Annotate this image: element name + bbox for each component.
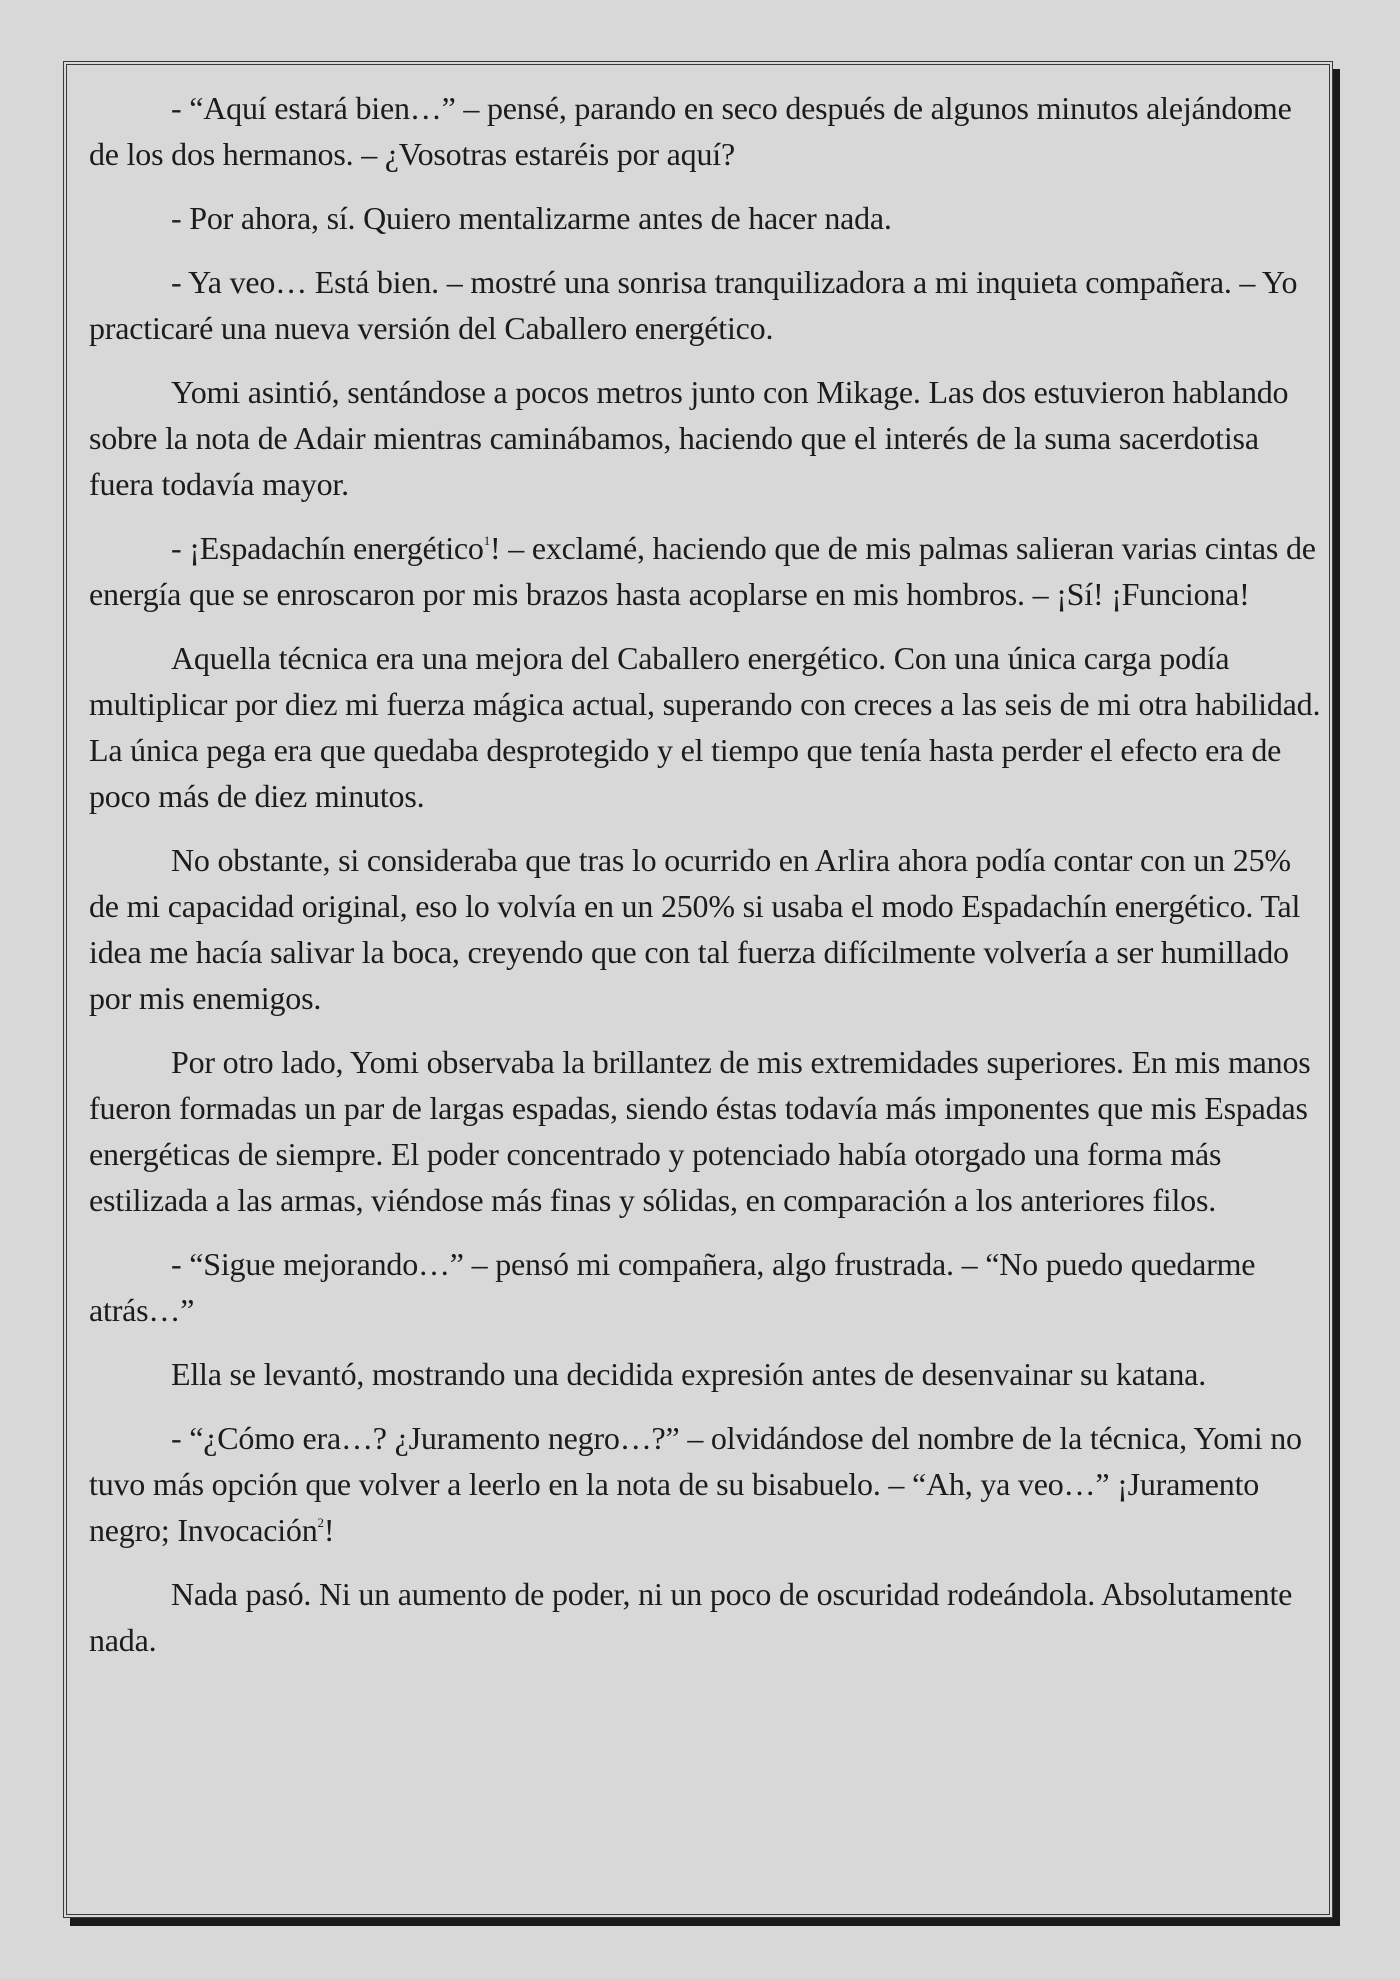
paragraph-10: Ella se levantó, mostrando una decidida expresión antes de desenvainar su katana. [171, 1356, 1206, 1392]
paragraph-9: - “Sigue mejorando…” – pensó mi compañera, algo frustrada. – “No puedo quedarme atrás…” [89, 1246, 1256, 1328]
paragraph-11-text-b: ! [323, 1512, 335, 1548]
paragraph-5 [89, 525, 1325, 617]
paragraph-11 [89, 1415, 1325, 1553]
page-frame [63, 61, 1333, 1918]
paragraph-8: Por otro lado, Yomi observaba la brillantez de mis extremidades superiores. En mis manos fueron formadas un par de largas espadas, siendo éstas todavía más imponentes que mis Espadas energéticas de siempre. El poder concentrado y potenciado había otorgado una forma más estilizada a las armas, viéndose más finas y sólidas, en comparación a los anteriores filos. [89, 1044, 1311, 1218]
paragraph-5-text-b: ! – exclamé, haciendo que de mis palmas salieran varias cintas de energía que se enroscaron por mis brazos hasta acoplarse en mis hombros. – ¡Sí! ¡Funciona! [89, 530, 1316, 612]
paragraph-11-text-a: - “¿Cómo era…? ¿Juramento negro…?” – olvidándose del nombre de la técnica, Yomi no tuvo más opción que volver a leerlo en la nota de su bisabuelo. – “Ah, ya veo…” ¡Juramento negro; Invocación [89, 1420, 1302, 1548]
text-body [89, 85, 1325, 1681]
paragraph-4: Yomi asintió, sentándose a pocos metros junto con Mikage. Las dos estuvieron hablando sobre la nota de Adair mientras caminábamos, haciendo que el interés de la suma sacerdotisa fuera todavía mayor. [89, 374, 1289, 502]
paragraph-2: - Por ahora, sí. Quiero mentalizarme antes de hacer nada. [171, 200, 892, 236]
paragraph-1: - “Aquí estará bien…” – pensé, parando en seco después de algunos minutos alejándome de los dos hermanos. – ¿Vosotras estaréis por aquí? [89, 90, 1292, 172]
paragraph-7: No obstante, si consideraba que tras lo ocurrido en Arlira ahora podía contar con un 25% de mi capacidad original, eso lo volvía en un 250% si usaba el modo Espadachín energético. Tal idea me hacía salivar la boca, creyendo que con tal fuerza difícilmente volvería a ser humillado por mis enemigos. [89, 842, 1301, 1016]
paragraph-6: Aquella técnica era una mejora del Caballero energético. Con una única carga podía multiplicar por diez mi fuerza mágica actual, superando con creces a las seis de mi otra habilidad. La única pega era que quedaba desprotegido y el tiempo que tenía hasta perder el efecto era de poco más de diez minutos. [89, 640, 1321, 814]
paragraph-3: - Ya veo… Está bien. – mostré una sonrisa tranquilizadora a mi inquieta compañera. – Yo practicaré una nueva versión del Caballero energético. [89, 264, 1298, 346]
footnote-marker-2: 2 [317, 1515, 324, 1530]
footnote-marker-1: 1 [483, 533, 490, 548]
paragraph-12: Nada pasó. Ni un aumento de poder, ni un poco de oscuridad rodeándola. Absolutamente nada. [89, 1576, 1293, 1658]
paragraph-5-text-a: - ¡Espadachín energético [171, 530, 484, 566]
